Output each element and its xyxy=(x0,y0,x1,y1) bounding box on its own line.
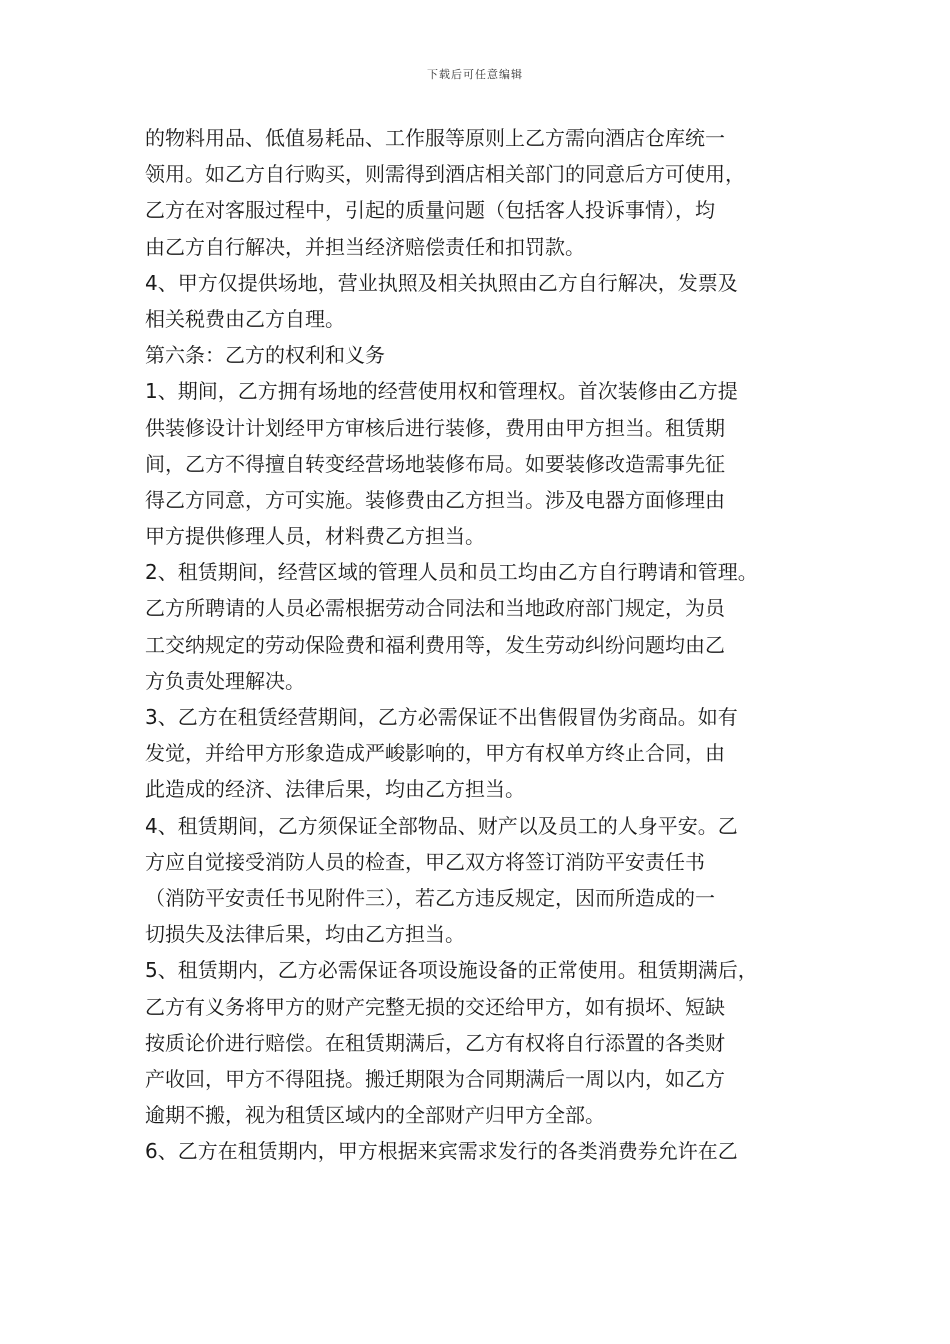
text-line: 得乙方同意，方可实施。装修费由乙方担当。涉及电器方面修理由 xyxy=(145,487,725,512)
text-line: 乙方在对客服过程中，引起的质量问题（包括客人投诉事情），均 xyxy=(145,198,715,223)
text-line: 由乙方自行解决，并担当经济赔偿责任和扣罚款。 xyxy=(145,234,585,259)
text-line: 间，乙方不得擅自转变经营场地装修布局。如要装修改造需事先征 xyxy=(145,451,725,476)
document-body xyxy=(145,120,810,1169)
text-line: 2、租赁期间，经营区域的管理人员和员工均由乙方自行聘请和管理。 xyxy=(145,560,758,585)
text-line: 相关税费由乙方自理。 xyxy=(145,306,345,331)
text-line: （消防平安责任书见附件三），若乙方违反规定，因而所造成的一 xyxy=(145,885,715,910)
text-line: 切损失及法律后果，均由乙方担当。 xyxy=(145,922,465,947)
text-line: 3、乙方在租赁经营期间，乙方必需保证不出售假冒伪劣商品。如有 xyxy=(145,705,738,729)
text-line: 乙方有义务将甲方的财产完整无损的交还给甲方，如有损坏、短缺 xyxy=(145,994,725,1019)
text-line: 按质论价进行赔偿。在租赁期满后，乙方有权将自行添置的各类财 xyxy=(145,1030,725,1055)
text-line: 方应自觉接受消防人员的检查，甲乙双方将签订消防平安责任书 xyxy=(145,849,705,874)
text-line: 6、乙方在租赁期内，甲方根据来宾需求发行的各类消费券允许在乙 xyxy=(145,1139,738,1164)
text-line: 乙方所聘请的人员必需根据劳动合同法和当地政府部门规定，为员 xyxy=(145,596,725,621)
text-line: 的物料用品、低值易耗品、工作服等原则上乙方需向酒店仓库统一 xyxy=(145,126,725,150)
text-line: 领用。如乙方自行购买，则需得到酒店相关部门的同意后方可使用， xyxy=(145,162,745,187)
text-line: 5、租赁期内，乙方必需保证各项设施设备的正常使用。租赁期满后， xyxy=(145,958,758,983)
text-line: 逾期不搬，视为租赁区域内的全部财产归甲方全部。 xyxy=(145,1103,605,1128)
text-line: 供装修设计计划经甲方审核后进行装修，费用由甲方担当。租赁期 xyxy=(145,415,725,440)
text-line: 此造成的经济、法律后果，均由乙方担当。 xyxy=(145,777,525,802)
text-line: 方负责处理解决。 xyxy=(145,668,305,693)
text-line: 1、期间，乙方拥有场地的经营使用权和管理权。首次装修由乙方提 xyxy=(145,379,738,404)
page-header: 下载后可任意编辑 xyxy=(427,68,523,81)
text-line: 发觉，并给甲方形象造成严峻影响的，甲方有权单方终止合同，由 xyxy=(145,741,725,766)
text-line: 4、甲方仅提供场地，营业执照及相关执照由乙方自行解决，发票及 xyxy=(145,270,738,295)
text-line: 产收回，甲方不得阻挠。搬迁期限为合同期满后一周以内，如乙方 xyxy=(145,1066,725,1091)
text-line: 4、租赁期间，乙方须保证全部物品、财产以及员工的人身平安。乙 xyxy=(145,813,738,838)
section-heading: 第六条：乙方的权利和义务 xyxy=(145,343,385,368)
text-line: 甲方提供修理人员，材料费乙方担当。 xyxy=(145,524,485,549)
text-line: 工交纳规定的劳动保险费和福利费用等，发生劳动纠纷问题均由乙 xyxy=(145,632,725,657)
